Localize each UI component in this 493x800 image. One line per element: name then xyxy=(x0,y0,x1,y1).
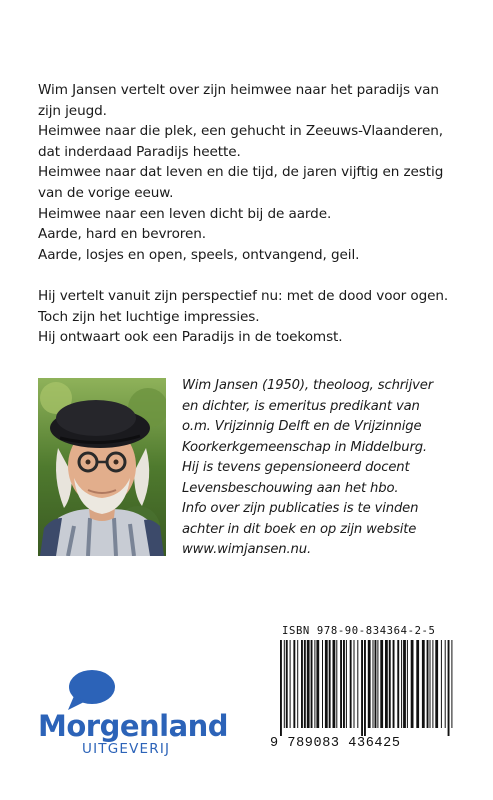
barcode-bar xyxy=(357,640,358,728)
author-portrait-icon xyxy=(38,378,166,556)
barcode-bar xyxy=(373,640,374,728)
barcode-bar xyxy=(445,640,446,728)
blurb-line: Aarde, losjes en open, speels, ontvangend, geil. xyxy=(38,246,360,263)
blurb-line: zijn jeugd. xyxy=(38,102,107,119)
barcode-bar xyxy=(286,640,288,728)
barcode-bar xyxy=(380,640,383,728)
barcode-bar xyxy=(441,640,442,728)
barcode-bar xyxy=(311,640,313,728)
barcode-bar xyxy=(340,640,342,728)
barcode-bar xyxy=(430,640,431,728)
barcode-bar xyxy=(385,640,388,728)
blurb-line: Hij vertelt vanuit zijn perspectief nu: met de dood voor ogen. xyxy=(38,287,449,304)
blurb-line: Heimwee naar dat leven en die tijd, de jaren vijftig en zestig xyxy=(38,164,444,181)
author-bio-line: o.m. Vrijzinnig Delft en de Vrijzinnige xyxy=(182,419,422,434)
author-bio-line: Levensbeschouwing aan het hbo. xyxy=(182,480,399,496)
isbn-label: ISBN 978-90-834364-2-5 xyxy=(282,625,436,637)
blurb-line: Aarde, hard en bevroren. xyxy=(38,226,206,243)
author-bio-line: Hij is tevens gepensioneerd docent xyxy=(182,460,410,475)
blurb-line: Wim Jansen vertelt over zijn heimwee naar het paradijs van xyxy=(38,82,439,98)
isbn-barcode xyxy=(266,640,466,750)
author-bio-line: Koorkerkgemeenschap in Middelburg. xyxy=(182,439,427,455)
barcode-bar xyxy=(343,640,345,728)
barcode-bar xyxy=(297,640,298,728)
barcode-bar xyxy=(397,640,399,728)
author-bio-line: www.wimjansen.nu. xyxy=(182,542,311,557)
barcode-bar xyxy=(375,640,377,728)
barcode-digits: 9 789083 436425 xyxy=(270,736,401,750)
author-bio-line: Info over zijn publicaties is te vinden xyxy=(182,501,419,516)
barcode-bar xyxy=(322,640,323,728)
blurb-text xyxy=(38,80,468,348)
blurb-line: Heimwee naar die plek, een gehucht in Zeeuws-Vlaanderen, xyxy=(38,123,443,140)
barcode-bar xyxy=(377,640,378,728)
publisher-name: Morgenland xyxy=(38,709,229,743)
barcode-bar xyxy=(364,640,366,736)
barcode-bar xyxy=(346,640,347,728)
barcode-bar xyxy=(407,640,408,728)
barcode-bar xyxy=(368,640,371,728)
barcode-bar xyxy=(336,640,337,728)
blurb-line: dat inderdaad Paradijs heette. xyxy=(38,143,241,160)
author-bio xyxy=(182,376,472,561)
barcode-bar xyxy=(293,640,295,728)
publisher-logo xyxy=(38,668,243,758)
blurb-line: Toch zijn het luchtige impressies. xyxy=(38,308,260,325)
barcode-bar xyxy=(354,640,355,728)
barcode-bar xyxy=(422,640,425,728)
barcode-bar xyxy=(329,640,331,728)
barcode-bar xyxy=(427,640,429,728)
barcode-bar xyxy=(304,640,306,728)
barcode-bar xyxy=(290,640,291,728)
barcode-bar xyxy=(401,640,402,728)
barcode-bar xyxy=(451,640,452,728)
author-bio-line: Wim Jansen (1950), theoloog, schrijver xyxy=(182,378,433,393)
barcode-bar xyxy=(416,640,419,728)
barcode-bar xyxy=(314,640,315,728)
blurb-paragraph-1 xyxy=(38,80,468,265)
barcode-bar xyxy=(350,640,352,728)
barcode-bar xyxy=(284,640,285,728)
barcode-bar xyxy=(301,640,303,728)
blurb-line: Heimwee naar een leven dicht bij de aarde. xyxy=(38,205,332,222)
blurb-line: Hij ontwaart ook een Paradijs in de toekomst. xyxy=(38,329,343,346)
barcode-bar xyxy=(361,640,363,736)
barcode-bar xyxy=(411,640,414,728)
barcode-bar xyxy=(435,640,438,728)
barcode-bar xyxy=(389,640,391,728)
speech-bubble-icon xyxy=(60,668,120,712)
author-bio-line: en dichter, is emeritus predikant van xyxy=(182,398,420,414)
barcode-bar xyxy=(307,640,310,728)
author-bio-line: achter in dit boek en op zijn website xyxy=(182,521,417,537)
barcode-bar xyxy=(316,640,319,728)
barcode-bar xyxy=(333,640,336,728)
barcode-bar xyxy=(280,640,282,736)
publisher-sub: UITGEVERIJ xyxy=(82,741,171,757)
author-photo xyxy=(38,378,166,556)
barcode-bar xyxy=(393,640,395,728)
barcode-bar xyxy=(403,640,406,728)
barcode-bar xyxy=(448,640,450,736)
barcode-bar xyxy=(325,640,328,728)
barcode-bar xyxy=(432,640,433,728)
blurb-paragraph-2 xyxy=(38,286,468,348)
blurb-line: van de vorige eeuw. xyxy=(38,184,174,201)
